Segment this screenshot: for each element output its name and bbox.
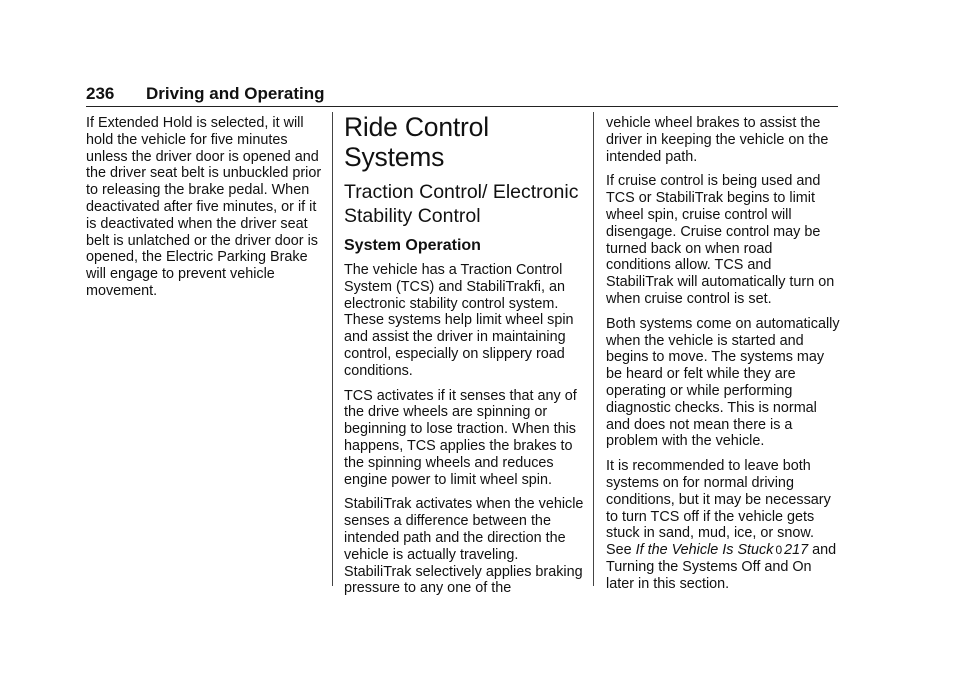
text-column-1 — [86, 115, 322, 308]
paragraph: StabiliTrak activates when the vehicle senses a difference between the intended path and the direction the vehicle is actually traveling. StabiliTrak selectively applies braking pressure to any one of the — [344, 496, 584, 597]
paragraph: If Extended Hold is selected, it will hold the vehicle for five minutes unless the driver door is opened and the driver seat belt is unbuckled prior to releasing the brake pedal. When deactivated after five minutes, or if it is deactivated when the driver seat belt is unlatched or the driver door is opened, the Electric Parking Brake will engage to prevent vehicle movement. — [86, 115, 322, 299]
paragraph — [606, 458, 840, 592]
chapter-heading: Ride Control Systems — [344, 112, 489, 172]
page-number: 236 — [86, 84, 115, 103]
paragraph: If cruise control is being used and TCS or StabiliTrak begins to limit wheel spin, cruise control will disengage. Cruise control may be turned back on when road conditions allow. TCS and StabiliTrak will automatically turn on when cruise control is set. — [606, 173, 835, 307]
page-header — [86, 82, 838, 107]
cross-reference-page[interactable]: 217 — [784, 542, 809, 559]
text-column-3 — [606, 115, 840, 601]
column-divider — [593, 112, 594, 586]
cross-reference-link[interactable]: If the Vehicle Is Stuck — [635, 542, 774, 559]
section-title: Driving and Operating — [146, 84, 325, 103]
text-column-2 — [344, 112, 584, 605]
paragraph: The vehicle has a Traction Control System (TCS) and StabiliTrakfi, an electronic stability control system. These systems help limit wheel spin and assist the driver in maintaining control, especially on slippery road conditions. — [344, 262, 574, 379]
column-divider — [332, 112, 333, 586]
section-heading: Traction Control/ Electronic Stability Control — [344, 181, 579, 227]
see-label: See — [606, 542, 632, 559]
paragraph: vehicle wheel brakes to assist the driver in keeping the vehicle on the intended path. — [606, 115, 829, 165]
paragraph: Both systems come on automatically when the vehicle is started and begins to move. The systems may be heard or felt while they are operating or while performing diagnostic checks. This is normal and does not mean there is a problem with the vehicle. — [606, 315, 840, 450]
paragraph-text: It is recommended to leave both systems on for normal driving conditions, but it may be necessary to turn TCS off if the vehicle gets stuck in sand, mud, ice, or snow. — [606, 458, 831, 542]
reference-suffix: and Turning the Systems Off and On later in this section. — [606, 542, 837, 592]
paragraph: TCS activates if it senses that any of the drive wheels are spinning or beginning to lose traction. When this happens, TCS applies the brakes to the spinning wheels and reduces engine power to limit wheel spin. — [344, 387, 577, 488]
subsection-heading: System Operation — [344, 237, 481, 254]
page-arrow-icon: 0 — [775, 543, 783, 558]
